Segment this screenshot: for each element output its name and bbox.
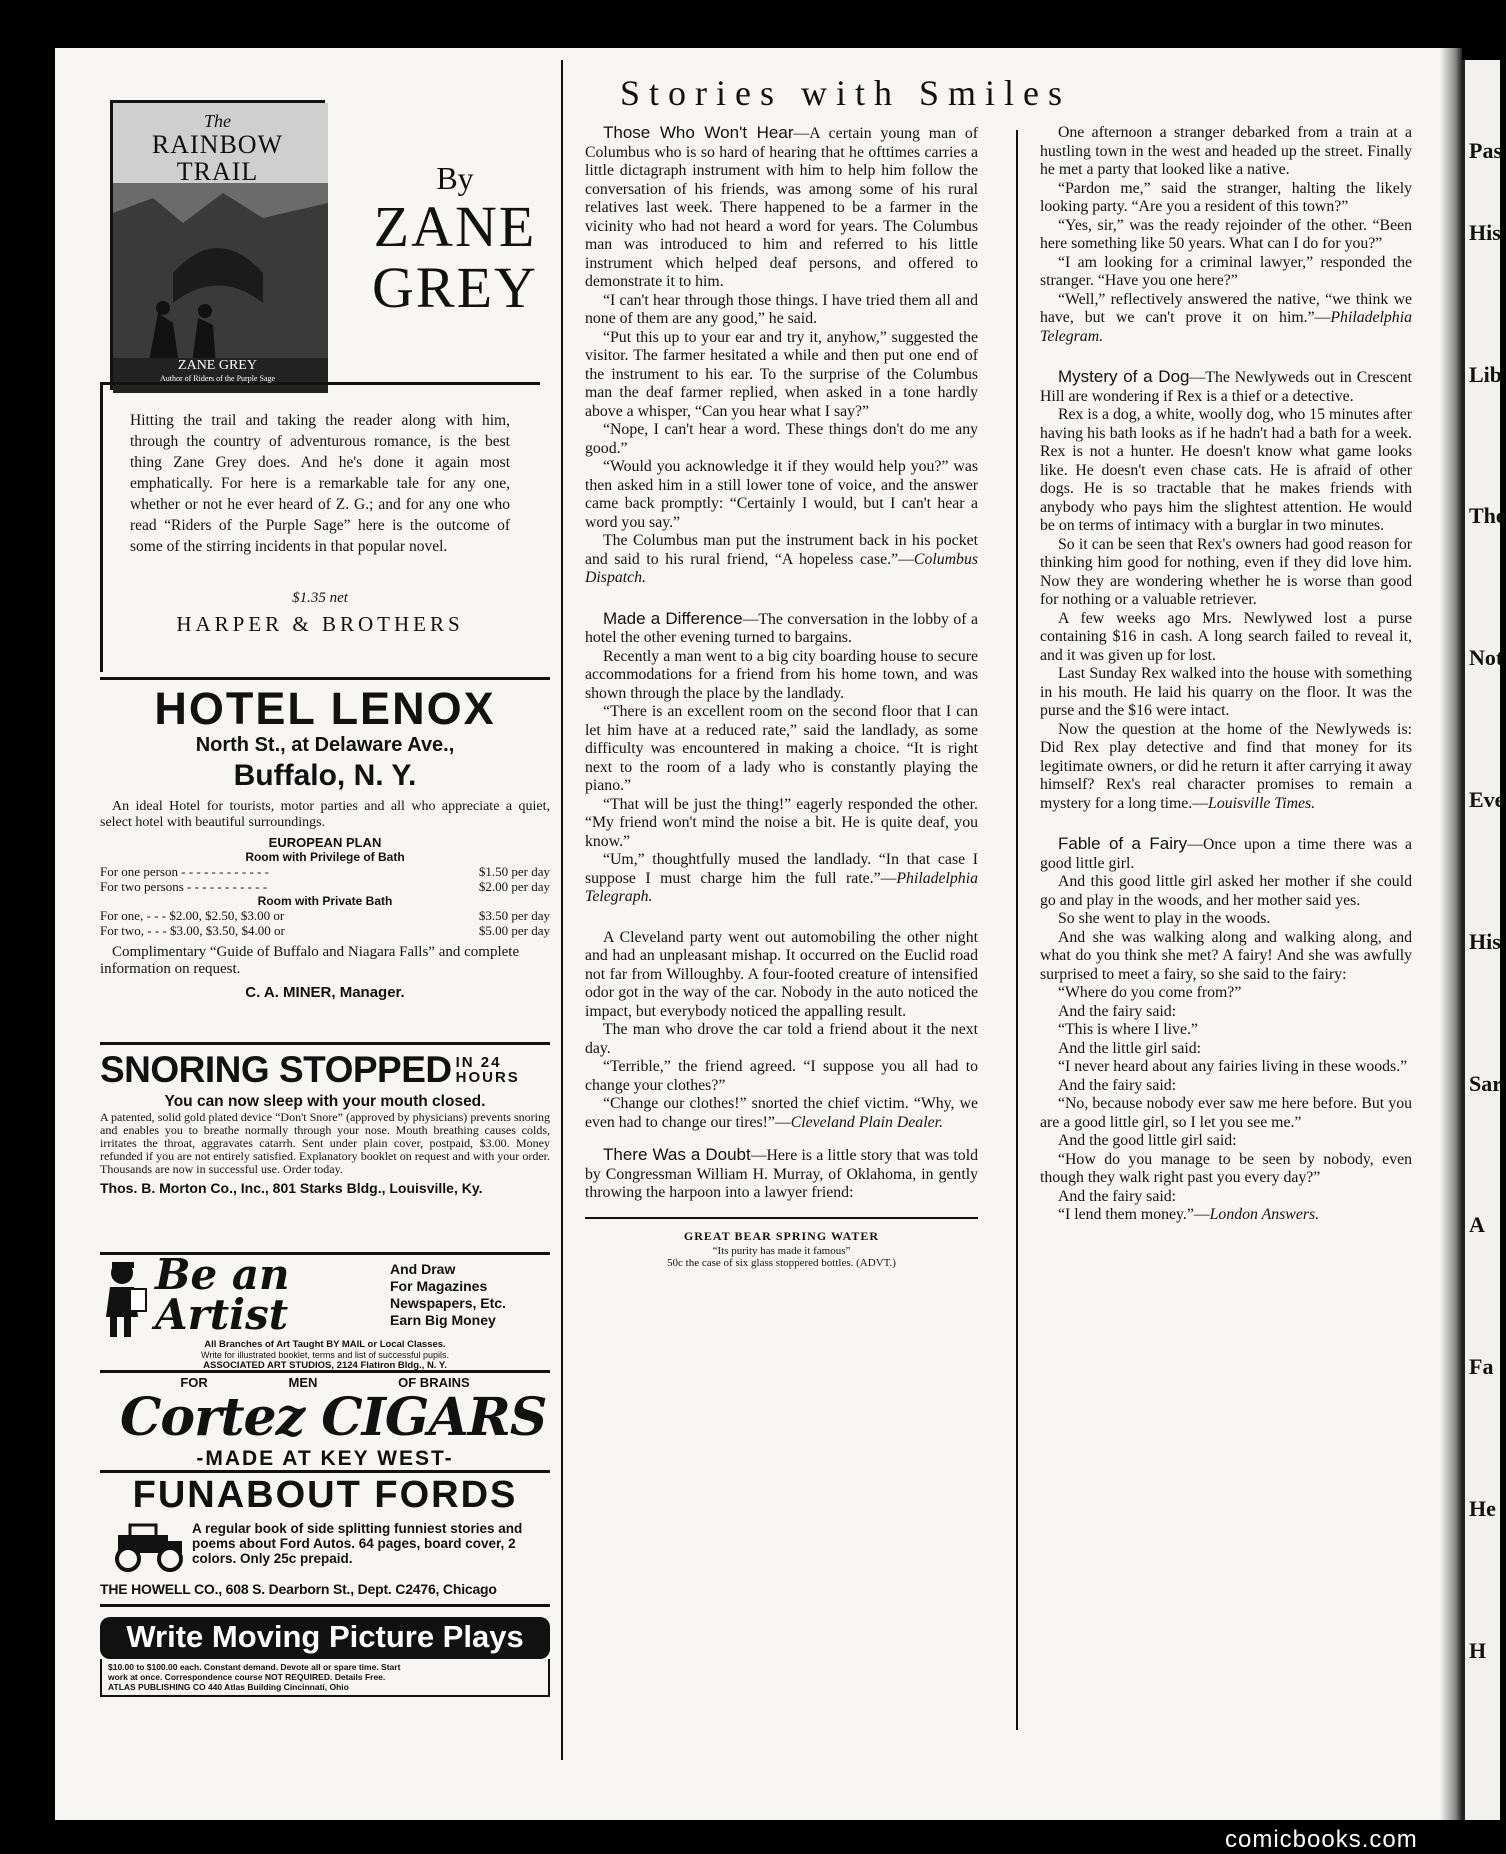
rate-label: For one person - - - - - - - - - - - - xyxy=(100,864,269,879)
story-heading: Made a Difference xyxy=(603,608,743,628)
hotel-address: North St., at Delaware Ave., xyxy=(195,734,455,756)
book-cover-author xyxy=(113,358,322,383)
snoring-body: A patented, solid gold plated device “Don't Snore” (approved by physicians) prevents snoring and enables you to breathe normally through your nose. Mouth breathing causes colds, irritates the throat, aggravates catarrh. Sent under plain cover, postpaid, $3.00. Money refunded if you are not entirely satisfied. Explanatory booklet on request and with your order. Thousands are now in successful use. Order today. xyxy=(100,1110,550,1176)
publisher-name: HARPER & BROTHERS xyxy=(176,612,464,636)
book-cover-author-name: ZANE GREY xyxy=(178,358,257,373)
story-paragraph: Rex is a dog, a white, woolly dog, who 15 minutes after having his bath looks as if he hadn't had a bath for a week. Rex is not a hunter. He doesn't know what game looks like. He doesn't even chase cats. He is afraid of other dogs. He is so tractable that he makes friends with anybody who pays him the slightest attention. He would be on terms of intimacy with a burglar in two minutes. xyxy=(1040,406,1412,534)
story-paragraph xyxy=(585,851,978,907)
story-paragraph: “Where do you come from?” xyxy=(1058,984,1242,1001)
hotel-manager: C. A. MINER, Manager. xyxy=(245,984,405,1001)
book-cover-author-sub: Author of Riders of the Purple Sage xyxy=(159,374,276,383)
story-paragraph: So it can be seen that Rex's owners had good reason for thinking him good for nothing, even if they did love him. Now they are wondering whether he is worse than good for nothing or a valuable retriever. xyxy=(1040,535,1412,608)
story-text: The Columbus man put the instrument back in his pocket and said to his rural friend, “A hopeless case.”— xyxy=(585,532,978,568)
story-paragraph xyxy=(585,1095,978,1132)
story-paragraph xyxy=(1040,291,1412,347)
story-text: —A certain young man of Columbus who is so hard of hearing that he ofttimes carries a little dictagraph instrument with him to help him follow the conversation of his friends, was among some of his rural relatives last week. There happened to be a farmer in the vicinity who had not heard a word for years. The Columbus man was introduced to him and referred to his little instrument which helped deaf persons, and offered to demonstrate it to him. xyxy=(585,125,978,290)
artist-fine-line: Write for illustrated booklet, terms and list of successful pupils. xyxy=(201,1350,449,1360)
story-paragraph: Last Sunday Rex walked into the house with something in his mouth. He laid his quarry on the floor. It was the purse and the $16 were intact. xyxy=(1040,665,1412,719)
story-paragraph: “How do you manage to be seen by nobody, even though they walk right past you every day?” xyxy=(1040,1150,1412,1186)
story-paragraph: Recently a man went to a big city boarding house to secure accommodations for a friend from his home town, and was shown through the place by the landlady. xyxy=(585,647,978,702)
cortez-tagline-for: FOR xyxy=(180,1375,208,1390)
story-text: “Change our clothes!” snorted the chief victim. “Why, we even had to change our tires!”— xyxy=(585,1095,978,1131)
snoring-time-1: IN 24 xyxy=(455,1054,502,1071)
story-paragraph: “Nope, I can't hear a word. These things don't do me any good.” xyxy=(585,421,978,457)
story-paragraph: “I never heard about any fairies living in these woods.” xyxy=(1058,1058,1408,1075)
artist-fine-line: All Branches of Art Taught BY MAIL or Local Classes. xyxy=(204,1339,446,1350)
next-page-fragment: Not xyxy=(1469,645,1504,671)
moving-picture-plays-ad xyxy=(100,1617,550,1707)
rate-label: For two, - - - $3.00, $3.50, $4.00 or xyxy=(100,923,285,938)
story-paragraph xyxy=(1040,721,1412,814)
hotel-complimentary: Complimentary “Guide of Buffalo and Niagara Falls” and complete information on request. xyxy=(100,944,520,977)
hotel-plan: EUROPEAN PLAN xyxy=(268,835,382,850)
artist-script-line-2: Artist xyxy=(155,1290,289,1339)
story-paragraph: And the fairy said: xyxy=(1058,1187,1177,1205)
artist-pitch-line: For Magazines xyxy=(390,1278,488,1294)
story-paragraph: A Cleveland party went out automobiling the other night and had an unpleasant mishap. It occurred on the Euclid road not far from Willoughby. A four-footed creature of intensified odor got in the way of the car. Nobody in the auto noticed the impact, but everybody noticed the appalling result. xyxy=(585,928,978,1020)
story-paragraph: And the little girl said: xyxy=(1058,1039,1202,1057)
story-paragraph: “Would you acknowledge it if they would help you?” was then asked him in a still lower tone of voice, and the answer came back promptly: “Certainly I would, but I can't hear a word you say.” xyxy=(585,458,978,531)
artist-fine-print xyxy=(100,1339,550,1371)
story-paragraph xyxy=(585,124,978,292)
zane-grey-ad xyxy=(100,80,550,680)
cortez-logo: Cortez CIGARS xyxy=(120,1387,547,1448)
next-page-fragment: H xyxy=(1469,1637,1487,1663)
story-source: London Answers. xyxy=(1209,1206,1320,1223)
story-source: Columbus Dispatch. xyxy=(585,550,978,586)
snoring-time xyxy=(456,1055,520,1085)
byline-by: By xyxy=(436,160,474,196)
moving-fine-line: $10.00 to $100.00 each. Constant demand. Devote all or spare time. Start xyxy=(108,1662,401,1672)
story-source: Cleveland Plain Dealer. xyxy=(790,1113,943,1131)
artist-pitch-line: And Draw xyxy=(390,1261,456,1277)
story-paragraph: And the fairy said: xyxy=(1058,1002,1177,1020)
story-paragraph: And this good little girl asked her mother if she could go and play in the woods, and her mother said yes. xyxy=(1040,873,1412,909)
rate-heading-privilege: Room with Privilege of Bath xyxy=(245,850,405,864)
snoring-time-2: HOURS xyxy=(455,1069,520,1086)
story-paragraph: So she went to play in the woods. xyxy=(1058,910,1271,927)
story-paragraph: “I am looking for a criminal lawyer,” responded the stranger. “Have you one here?” xyxy=(1040,253,1412,289)
next-page-fragment: Sar xyxy=(1469,1070,1502,1096)
funabout-description: A regular book of side splitting funniest stories and poems about Ford Autos. 64 pages, board cover, 2 colors. Only 25c prepaid. xyxy=(192,1521,523,1566)
story-heading: Those Who Won't Hear xyxy=(603,123,794,142)
rate-row xyxy=(100,864,550,879)
moving-picture-fine-print xyxy=(100,1659,550,1697)
water-ad-title: GREAT BEAR SPRING WATER xyxy=(683,1228,880,1243)
book-cover-title xyxy=(113,111,322,185)
funabout-title: FUNABOUT FORDS xyxy=(132,1474,518,1516)
cortez-tagline-men: MEN xyxy=(288,1375,318,1390)
snoring-subtitle: You can now sleep with your mouth closed. xyxy=(164,1093,486,1110)
book-title-article: The xyxy=(204,111,231,131)
story-paragraph: “There is an excellent room on the second floor that I can let him have at a reduced rate,” said the landlady, as some difficulty was encountered in making a choice. “It is right next to the room of a lady who is constantly playing the piano.” xyxy=(585,703,978,794)
next-page-fragment: Eve xyxy=(1469,786,1505,812)
story-paragraph: A few weeks ago Mrs. Newlywed lost a purse containing $16 in cash. A long search failed to reveal it, and it was given up for lost. xyxy=(1040,609,1412,664)
next-page-fragment: His xyxy=(1469,928,1501,954)
story-text: “I lend them money.”— xyxy=(1058,1206,1210,1223)
rate-row xyxy=(100,908,550,923)
ford-car-icon xyxy=(110,1521,188,1573)
story-text: —Here is a little story that was told by Congressman William H. Murray, of Oklahoma, in gently throwing the harpoon into a lawyer friend: xyxy=(585,1147,978,1201)
snoring-headline xyxy=(100,1049,550,1091)
next-page-fragment: The xyxy=(1469,503,1506,529)
story-source: Philadelphia Telegraph. xyxy=(585,869,978,905)
next-page-fragment: Fa xyxy=(1469,1354,1494,1380)
story-text: “Um,” thoughtfully mused the landlady. “In that case I suppose I must charge him the full rate.”— xyxy=(585,851,978,887)
artist-script-line-1: Be an xyxy=(155,1250,290,1299)
artist-pitch-line: Newspapers, Etc. xyxy=(390,1295,506,1311)
great-bear-water-ad xyxy=(585,1217,978,1270)
story-paragraph: The man who drove the car told a friend about it the next day. xyxy=(585,1021,978,1057)
stories-column-middle xyxy=(585,124,978,1269)
column-rule xyxy=(1016,130,1018,1730)
rate-price: $2.00 per day xyxy=(478,879,550,894)
rate-price: $5.00 per day xyxy=(478,923,550,938)
story-paragraph xyxy=(1040,835,1412,873)
cortez-made-at: -MADE AT KEY WEST- xyxy=(196,1447,454,1470)
next-page-fragment: Lib xyxy=(1469,361,1503,387)
story-heading: Fable of a Fairy xyxy=(1058,834,1188,853)
moving-fine-line: work at once. Correspondence course NOT REQUIRED. Details Free. xyxy=(108,1672,386,1682)
story-paragraph: “I can't hear through those things. I have tried them all and none of them are any good,” he said. xyxy=(585,291,978,327)
rate-label: For two persons - - - - - - - - - - - xyxy=(100,879,268,894)
stories-column-right xyxy=(1040,124,1412,1225)
artist-pitch xyxy=(390,1261,506,1329)
funabout-company: THE HOWELL CO., 608 S. Dearborn St., Dept. C2476, Chicago xyxy=(100,1581,497,1597)
story-paragraph: And she was walking along and walking along, and what do you think she met? A fairy! And she was awfully surprised to meet a fairy, so she said to the fairy: xyxy=(1040,928,1412,983)
artist-pitch-line: Earn Big Money xyxy=(390,1312,496,1328)
author-byline xyxy=(360,160,550,319)
story-text: —Once upon a time there was a good little girl. xyxy=(1040,836,1412,872)
book-price: $1.35 net xyxy=(292,590,348,606)
water-ad-slogan: “Its purity has made it famous” xyxy=(712,1245,851,1257)
snoring-company: Thos. B. Morton Co., Inc., 801 Starks Bldg., Louisville, Ky. xyxy=(100,1180,483,1196)
rate-price: $3.50 per day xyxy=(478,908,550,923)
be-an-artist-ad xyxy=(100,1250,550,1373)
rate-heading-private: Room with Private Bath xyxy=(257,894,393,908)
story-heading: There Was a Doubt xyxy=(603,1145,751,1164)
story-source: Louisville Times. xyxy=(1208,794,1316,812)
page-gutter xyxy=(1440,48,1462,1820)
book-description: Hitting the trail and taking the reader along with him, through the country of adventurous romance, is the best thing Zane Grey does. And he's done it again most emphatically. For here is a remarkable tale for any one, whether or not he ever heard of Z. G.; and for any one who read “Riders of the Purple Sage” here is the outcome of some of the stirring incidents in that popular novel. xyxy=(130,412,510,555)
snoring-ad xyxy=(100,1045,550,1255)
story-text: —The Newlyweds out in Crescent Hill are wondering if Rex is a thief or a detective. xyxy=(1040,369,1412,405)
story-paragraph: And the fairy said: xyxy=(1058,1076,1177,1094)
hotel-lenox-ad xyxy=(100,680,550,1045)
book-cover-image xyxy=(110,100,325,390)
story-heading: Mystery of a Dog xyxy=(1058,367,1190,386)
story-text: Now the question at the home of the Newlyweds is: Did Rex play detective and find that money for its legitimate owners, or did he return it after carrying it away himself? Rex's real character promises to remain a mystery for a long time.— xyxy=(1040,720,1412,812)
funabout-fords-ad xyxy=(100,1473,550,1607)
story-paragraph: And the good little girl said: xyxy=(1058,1132,1237,1149)
water-ad-price: 50c the case of six glass stoppered bottles. (ADVT.) xyxy=(667,1257,896,1269)
rate-price: $1.50 per day xyxy=(478,864,550,879)
story-paragraph: “That will be just the thing!” eagerly responded the other. “My friend won't mind the noise a bit. He is quite deaf, you know.” xyxy=(585,795,978,850)
next-page-edge xyxy=(1462,60,1506,1820)
cortez-tagline-brains: OF BRAINS xyxy=(398,1375,470,1390)
story-paragraph: “No, because nobody ever saw me here before. But you are a good little girl, so I let you see me.” xyxy=(1040,1095,1412,1131)
author-last-name: GREY xyxy=(372,254,538,320)
site-watermark: comicbooks.com xyxy=(1225,1826,1418,1853)
next-page-fragment: A xyxy=(1469,1212,1485,1238)
hotel-description: An ideal Hotel for tourists, motor parties and all who appreciate a quiet, select hotel with beautiful surroundings. xyxy=(100,799,550,830)
story-paragraph: “Yes, sir,” was the ready rejoinder of the other. “Been here something like 50 years. What can I do for you?” xyxy=(1040,216,1412,252)
story-paragraph: “Terrible,” the friend agreed. “I suppose you all had to change your clothes?” xyxy=(585,1058,978,1094)
moving-picture-title: Write Moving Picture Plays xyxy=(100,1617,550,1659)
rate-row xyxy=(100,923,550,938)
story-paragraph: One afternoon a stranger debarked from a train at a hustling town in the west and headed up the street. Finally he met a party that looked like a native. xyxy=(1040,124,1412,178)
story-source: Philadelphia Telegram. xyxy=(1040,309,1412,345)
story-paragraph: “Put this up to your ear and try it, anyhow,” suggested the visitor. The farmer hesitated a while and then put one end of the instrument to his ear. To the surprise of the Columbus man the deaf farmer replied, when asked in a tone hardly above a whisper, “Can you hear what I say?” xyxy=(585,328,978,420)
story-paragraph xyxy=(1040,368,1412,406)
cortez-cigars-ad xyxy=(100,1373,550,1473)
artist-script-title xyxy=(155,1250,290,1339)
artist-figure-icon xyxy=(100,1259,150,1339)
story-paragraph xyxy=(585,610,978,648)
next-page-fragment: He xyxy=(1469,1495,1496,1521)
story-paragraph xyxy=(585,1146,978,1203)
rate-label: For one, - - - $2.00, $2.50, $3.00 or xyxy=(100,908,285,923)
advertisement-column xyxy=(100,80,550,1770)
hotel-name: HOTEL LENOX xyxy=(154,683,496,734)
moving-fine-line: ATLAS PUBLISHING CO 440 Atlas Building Cincinnati, Ohio xyxy=(108,1682,349,1692)
story-paragraph xyxy=(585,532,978,588)
hotel-city: Buffalo, N. Y. xyxy=(233,759,417,792)
story-text: “Well,” reflectively answered the native, “we think we have, but we can't prove it on him.”— xyxy=(1040,290,1412,326)
next-page-fragment: Pas xyxy=(1469,138,1502,163)
story-paragraph: “Pardon me,” said the stranger, halting the likely looking party. “Are you a resident of this town?” xyxy=(1040,179,1412,215)
section-title: Stories with Smiles xyxy=(620,73,1072,113)
snoring-title: SNORING STOPPED xyxy=(100,1049,452,1090)
artist-fine-line: ASSOCIATED ART STUDIOS, 2124 Flatiron Bldg., N. Y. xyxy=(203,1360,447,1371)
column-rule xyxy=(561,60,563,1760)
rate-row xyxy=(100,879,550,894)
story-paragraph: “This is where I live.” xyxy=(1058,1021,1198,1038)
story-text: —The conversation in the lobby of a hotel the other evening turned to bargains. xyxy=(585,610,978,646)
book-title-line-1: RAINBOW xyxy=(151,130,284,159)
book-title-line-2: TRAIL xyxy=(176,157,259,186)
story-paragraph xyxy=(1040,1206,1412,1225)
next-page-fragment: His xyxy=(1469,219,1501,245)
author-first-name: ZANE xyxy=(373,194,537,259)
